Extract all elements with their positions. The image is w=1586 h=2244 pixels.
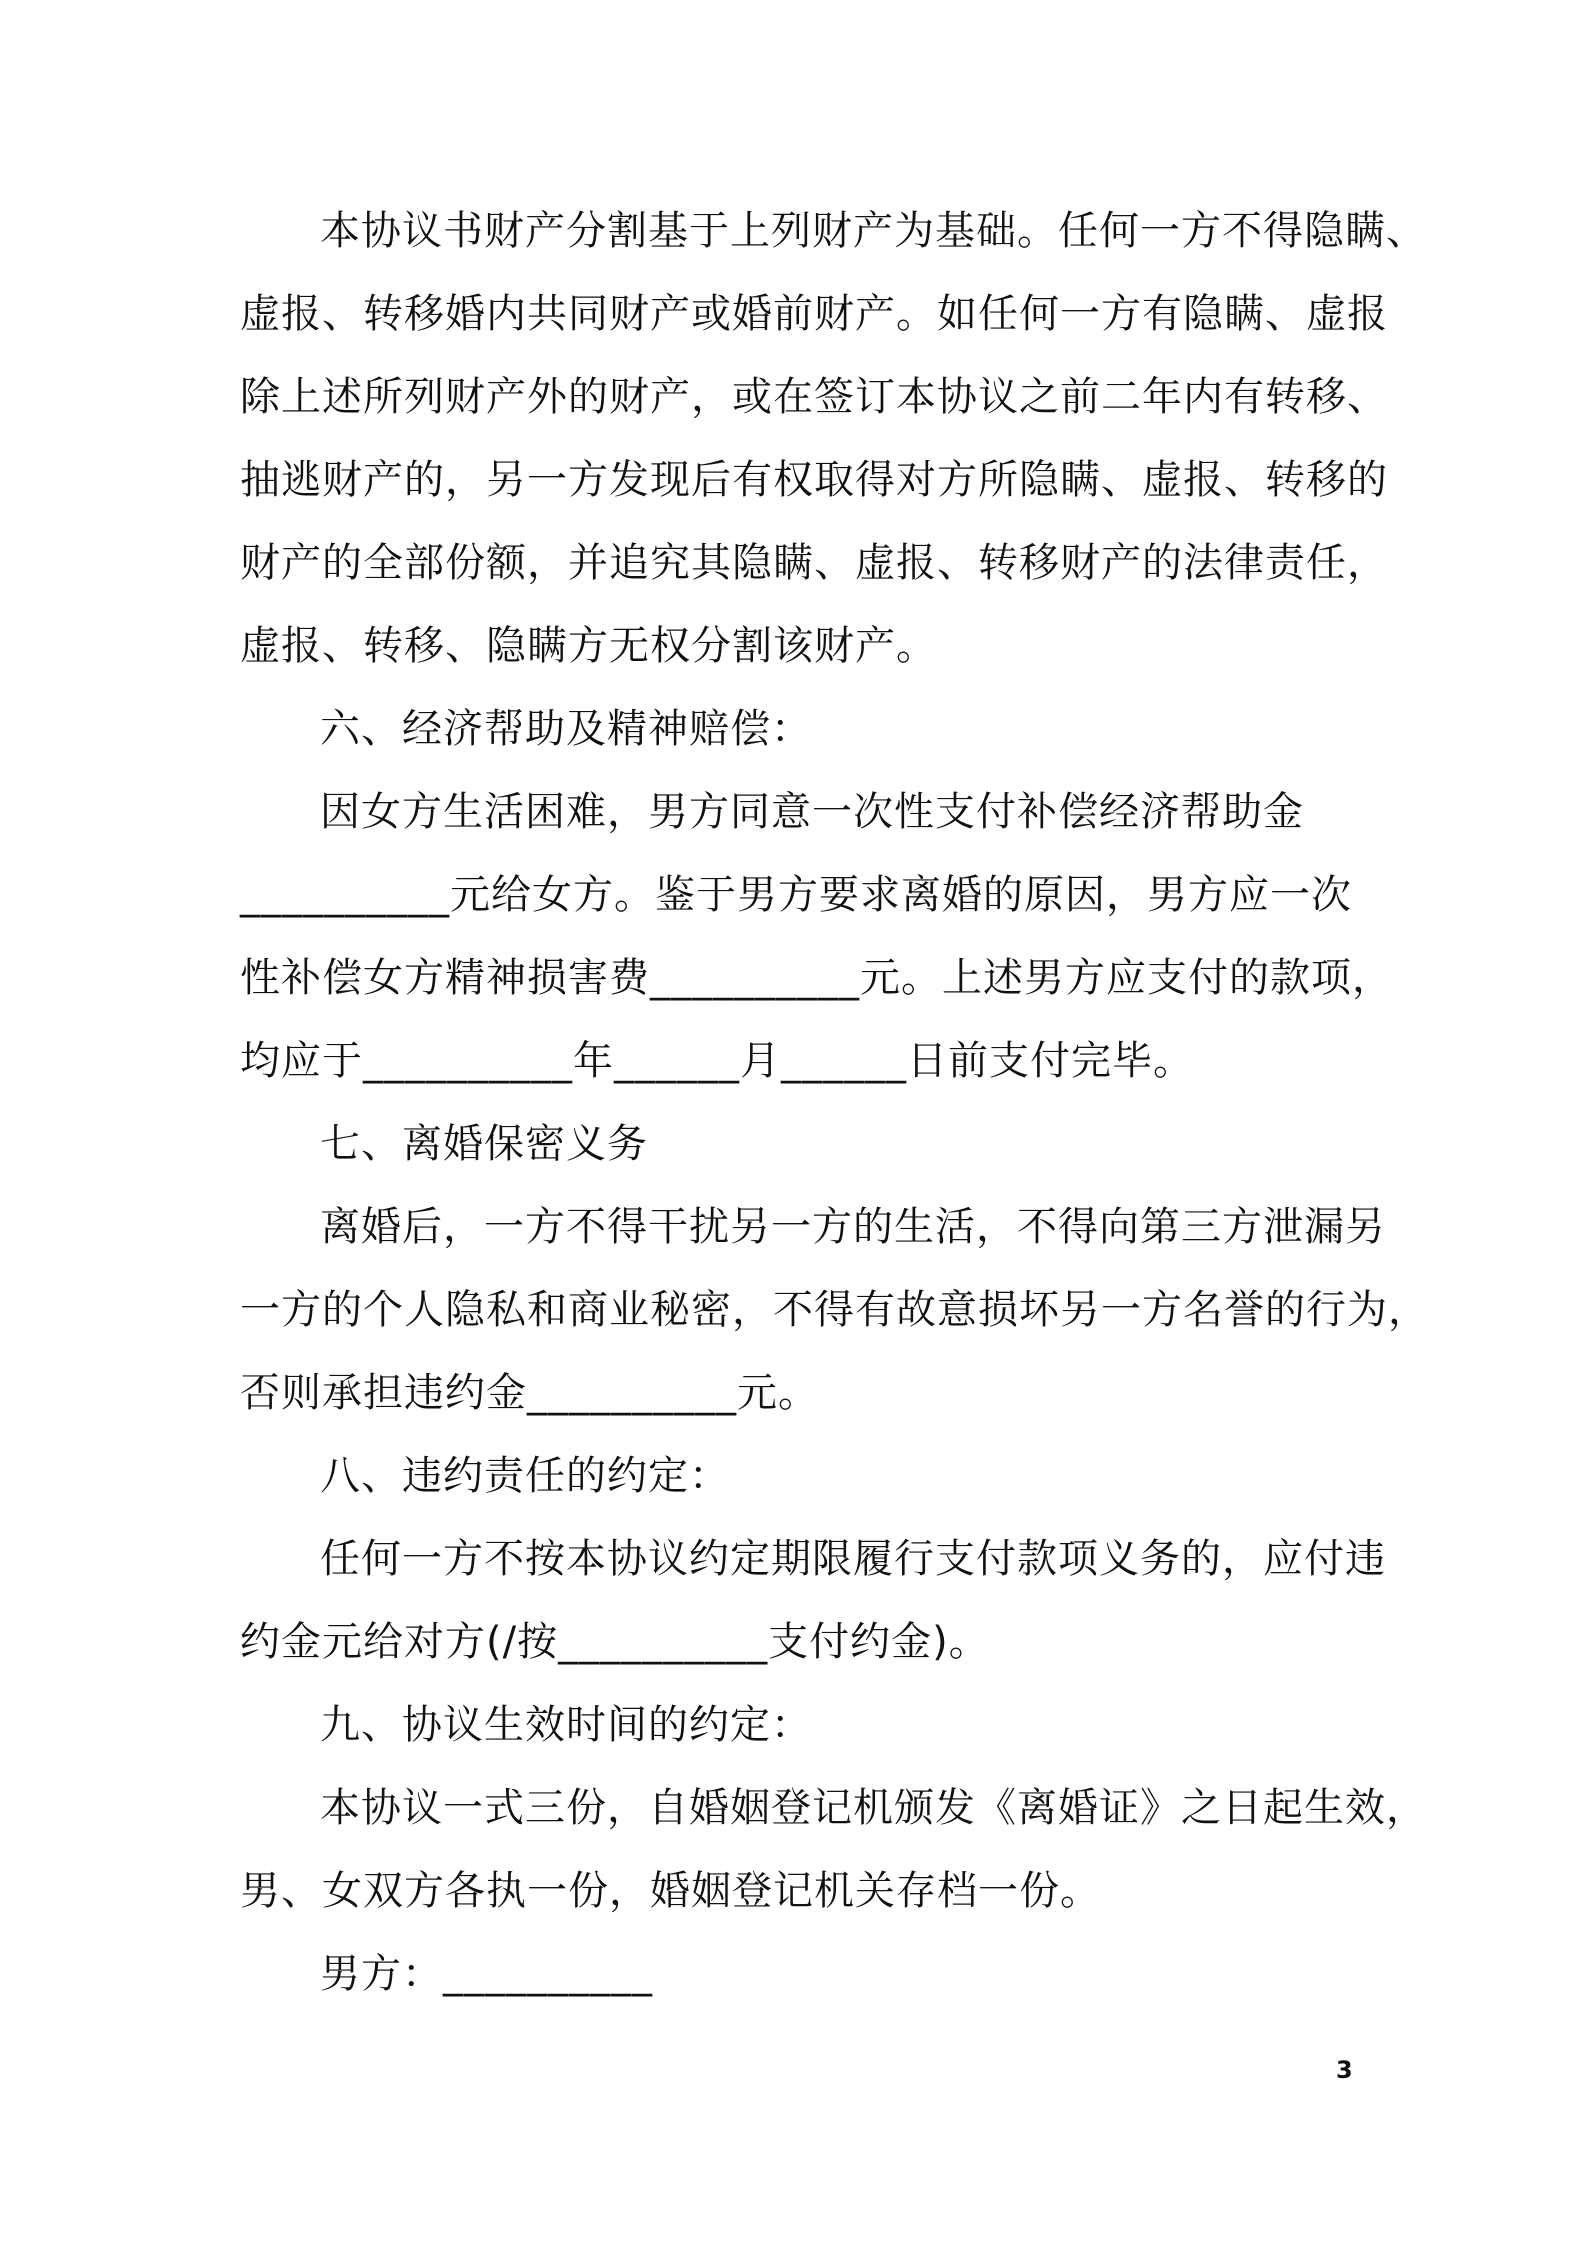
document-body <box>240 190 1429 2016</box>
paragraph-line: 虚报、转移婚内共同财产或婚前财产。如任何一方有隐瞒、虚报 <box>240 291 1388 337</box>
paragraph-line: 约金元给对方(/按__________支付约金)。 <box>240 1619 990 1665</box>
section-heading: 九、协议生效时间的约定： <box>320 1702 812 1748</box>
paragraph-line: 均应于__________年______月______日前支付完毕。 <box>240 1038 1194 1084</box>
paragraph-line: 除上述所列财产外的财产，或在签订本协议之前二年内有转移、 <box>240 374 1388 420</box>
paragraph-line: 一方的个人隐私和商业秘密，不得有故意损坏另一方名誉的行为， <box>240 1287 1429 1333</box>
paragraph-line: 虚报、转移、隐瞒方无权分割该财产。 <box>240 623 937 669</box>
section-heading: 八、违约责任的约定： <box>320 1453 730 1499</box>
paragraph-line: 性补偿女方精神损害费__________元。上述男方应支付的款项， <box>240 955 1393 1001</box>
section-heading: 六、经济帮助及精神赔偿： <box>320 706 812 752</box>
section-heading: 七、离婚保密义务 <box>320 1121 648 1167</box>
paragraph-line: 因女方生活困难，男方同意一次性支付补偿经济帮助金 <box>320 789 1304 835</box>
paragraph-line: 财产的全部份额，并追究其隐瞒、虚报、转移财产的法律责任， <box>240 540 1388 586</box>
signature-line-male: 男方：__________ <box>320 1951 653 1997</box>
paragraph-line: 任何一方不按本协议约定期限履行支付款项义务的，应付违 <box>320 1536 1386 1582</box>
page-number: 3 <box>1336 2056 1353 2084</box>
paragraph-line: 本协议一式三份，自婚姻登记机颁发《离婚证》之日起生效， <box>320 1785 1427 1831</box>
paragraph-line: __________元给女方。鉴于男方要求离婚的原因，男方应一次 <box>240 872 1352 918</box>
paragraph-line: 抽逃财产的，另一方发现后有权取得对方所隐瞒、虚报、转移的 <box>240 457 1388 503</box>
paragraph-line: 否则承担违约金__________元。 <box>240 1370 819 1416</box>
paragraph-line: 离婚后，一方不得干扰另一方的生活，不得向第三方泄漏另 <box>320 1204 1386 1250</box>
paragraph-line: 男、女双方各执一份，婚姻登记机关存档一份。 <box>240 1868 1101 1914</box>
paragraph-line: 本协议书财产分割基于上列财产为基础。任何一方不得隐瞒、 <box>320 208 1427 254</box>
